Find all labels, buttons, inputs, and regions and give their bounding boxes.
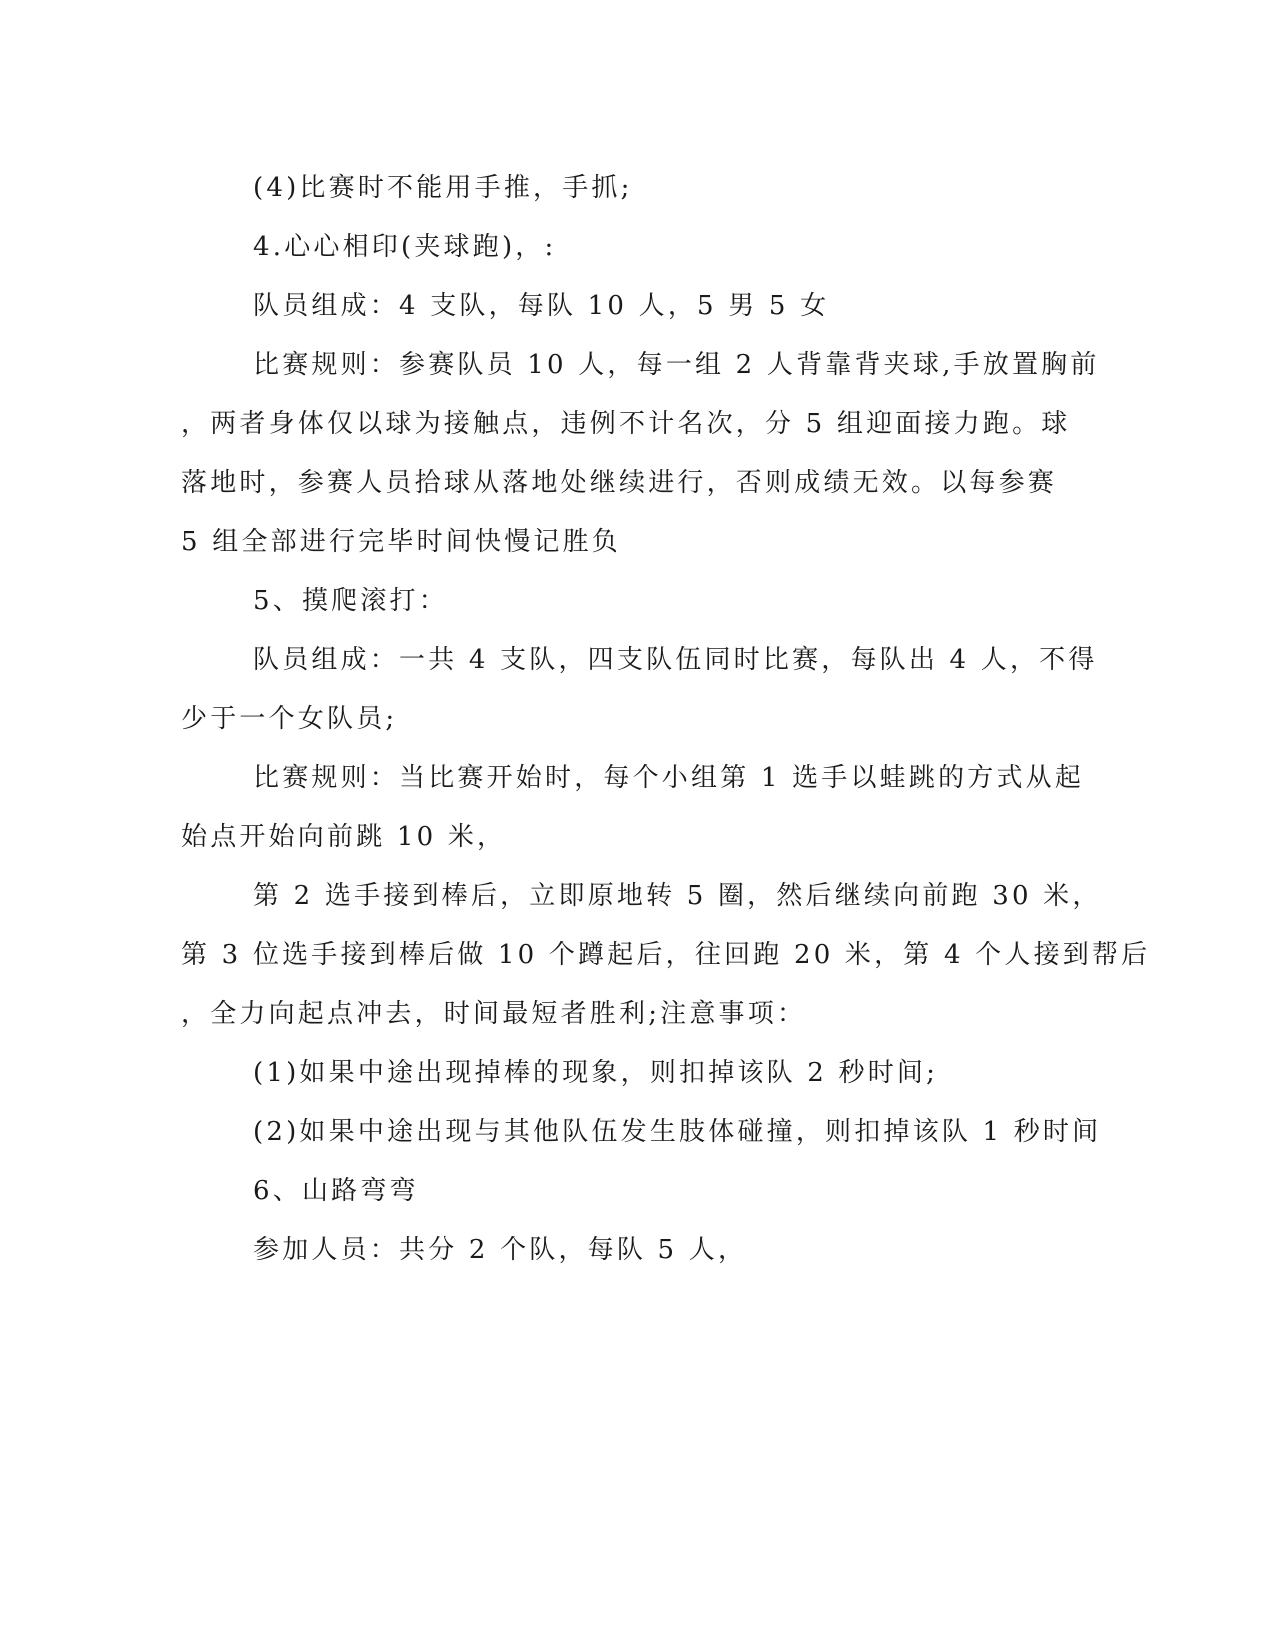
- document-body: [181, 159, 1151, 1280]
- section-heading: 6、山路弯弯: [253, 1176, 419, 1206]
- text-line: 少于一个女队员;: [181, 704, 398, 734]
- text-line: 第 3 位选手接到棒后做 10 个蹲起后，往回跑 20 米，第 4 个人接到帮后: [181, 940, 1151, 970]
- text-line: 队员组成：4 支队，每队 10 人，5 男 5 女: [253, 291, 830, 321]
- text-line: ，全力向起点冲去，时间最短者胜利;注意事项：: [181, 999, 807, 1029]
- text-line: 比赛规则：参赛队员 10 人，每一组 2 人背靠背夹球,手放置胸前: [253, 350, 1100, 380]
- text-line: 始点开始向前跳 10 米，: [181, 822, 507, 852]
- text-line: (4)比赛时不能用手推，手抓;: [253, 173, 633, 203]
- text-line: 落地时，参赛人员拾球从落地处继续进行，否则成绩无效。以每参赛: [181, 468, 1058, 498]
- section-heading: 5、摸爬滚打：: [253, 586, 448, 616]
- text-line: (2)如果中途出现与其他队伍发生肢体碰撞，则扣掉该队 1 秒时间: [253, 1117, 1102, 1147]
- text-line: ，两者身体仅以球为接触点，违例不计名次，分 5 组迎面接力跑。球: [181, 409, 1071, 439]
- text-line: 5 组全部进行完毕时间快慢记胜负: [181, 527, 622, 557]
- text-line: 队员组成：一共 4 支队，四支队伍同时比赛，每队出 4 人，不得: [253, 645, 1098, 675]
- text-line: 比赛规则：当比赛开始时，每个小组第 1 选手以蛙跳的方式从起: [253, 763, 1085, 793]
- text-line: (1)如果中途出现掉棒的现象，则扣掉该队 2 秒时间;: [253, 1058, 939, 1088]
- text-line: 参加人员：共分 2 个队，每队 5 人，: [253, 1235, 748, 1265]
- text-line: 第 2 选手接到棒后，立即原地转 5 圈，然后继续向前跑 30 米，: [253, 881, 1102, 911]
- section-heading: 4.心心相印(夹球跑)，:: [253, 232, 557, 262]
